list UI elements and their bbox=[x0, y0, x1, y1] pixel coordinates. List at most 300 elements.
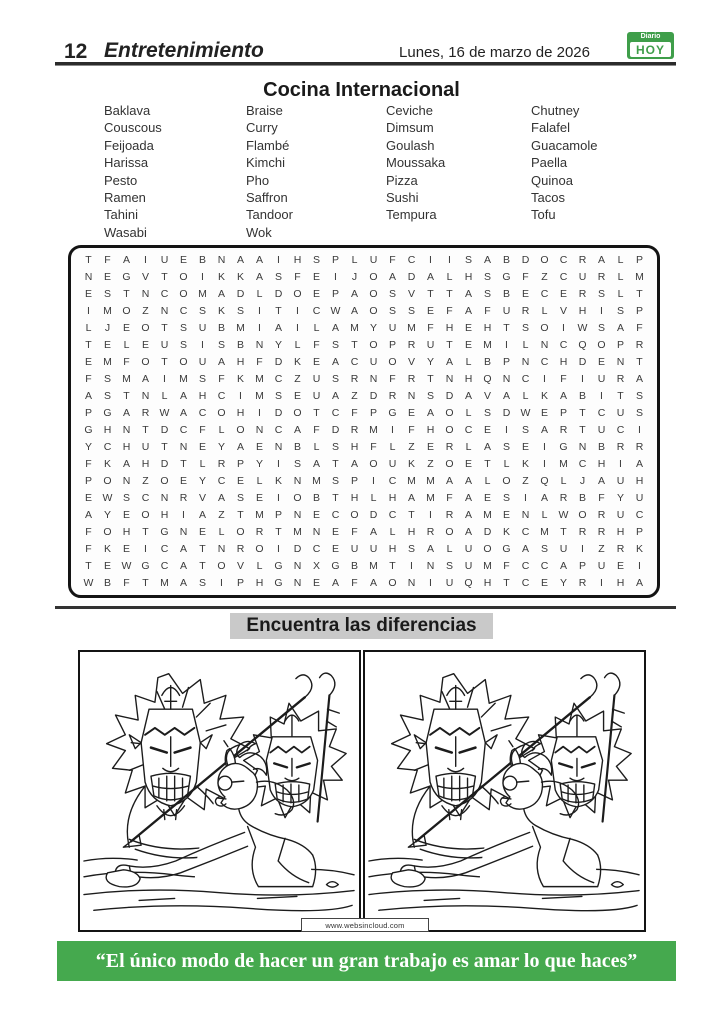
grid-letter: P bbox=[236, 576, 244, 589]
section-divider bbox=[55, 606, 676, 609]
grid-letter: H bbox=[198, 390, 207, 403]
grid-letter: S bbox=[407, 305, 415, 318]
grid-letter: O bbox=[369, 271, 378, 284]
logo-top-text: Diario bbox=[640, 33, 661, 40]
word-item: Wasabi bbox=[104, 224, 147, 240]
grid-letter: A bbox=[179, 390, 187, 403]
word-search-grid bbox=[68, 245, 660, 598]
grid-letter: I bbox=[87, 305, 90, 318]
grid-letter: L bbox=[218, 525, 225, 538]
grid-letter: E bbox=[521, 440, 529, 453]
grid-letter: H bbox=[122, 440, 131, 453]
grid-letter: T bbox=[579, 423, 586, 436]
grid-letter: R bbox=[578, 525, 587, 538]
grid-letter: T bbox=[142, 423, 149, 436]
grid-letter: E bbox=[521, 288, 529, 301]
grid-letter: F bbox=[294, 271, 301, 284]
grid-letter: Z bbox=[351, 390, 358, 403]
grid-letter: G bbox=[122, 271, 131, 284]
grid-letter: T bbox=[484, 457, 491, 470]
grid-letter: L bbox=[351, 254, 358, 267]
grid-letter: M bbox=[255, 390, 264, 403]
grid-letter: U bbox=[597, 559, 606, 572]
grid-letter: A bbox=[84, 508, 92, 521]
grid-letter: T bbox=[636, 356, 643, 369]
grid-letter: M bbox=[160, 576, 169, 589]
grid-letter: R bbox=[578, 254, 587, 267]
grid-letter: E bbox=[179, 254, 187, 267]
grid-letter: O bbox=[236, 423, 245, 436]
grid-letter: C bbox=[179, 423, 188, 436]
word-item: Saffron bbox=[246, 190, 288, 206]
grid-letter: T bbox=[332, 457, 339, 470]
grid-letter: M bbox=[483, 559, 492, 572]
grid-letter: O bbox=[597, 339, 606, 352]
grid-letter: G bbox=[502, 271, 511, 284]
grid-letter: I bbox=[429, 254, 432, 267]
grid-letter: H bbox=[141, 457, 150, 470]
grid-letter: S bbox=[331, 373, 339, 386]
grid-letter: A bbox=[483, 440, 491, 453]
grid-letter: C bbox=[540, 356, 549, 369]
grid-letter: E bbox=[407, 407, 415, 420]
grid-letter: C bbox=[597, 407, 606, 420]
grid-letter: N bbox=[521, 508, 530, 521]
word-search-grid-letters bbox=[79, 252, 649, 591]
grid-letter: C bbox=[559, 339, 568, 352]
word-item: Pesto bbox=[104, 172, 138, 188]
grid-letter: I bbox=[562, 322, 565, 335]
grid-letter: U bbox=[198, 322, 207, 335]
grid-letter: F bbox=[85, 373, 92, 386]
grid-letter: P bbox=[502, 356, 510, 369]
grid-letter: M bbox=[103, 356, 112, 369]
grid-letter: L bbox=[370, 491, 377, 504]
grid-letter: A bbox=[540, 491, 548, 504]
word-item: Ceviche bbox=[386, 103, 433, 118]
grid-letter: A bbox=[597, 474, 605, 487]
grid-letter: U bbox=[312, 390, 321, 403]
grid-letter: C bbox=[540, 288, 549, 301]
grid-letter: E bbox=[464, 457, 472, 470]
grid-letter: A bbox=[255, 254, 263, 267]
diario-hoy-logo bbox=[627, 32, 674, 59]
word-item: Moussaka bbox=[386, 155, 446, 171]
grid-letter: U bbox=[160, 339, 169, 352]
grid-letter: J bbox=[579, 474, 586, 487]
grid-letter: H bbox=[445, 322, 454, 335]
grid-letter: O bbox=[350, 508, 359, 521]
grid-letter: F bbox=[389, 373, 396, 386]
grid-letter: O bbox=[122, 305, 131, 318]
grid-letter: O bbox=[103, 525, 112, 538]
grid-letter: K bbox=[236, 373, 244, 386]
grid-letter: B bbox=[236, 339, 244, 352]
grid-letter: N bbox=[616, 356, 625, 369]
grid-letter: A bbox=[122, 457, 130, 470]
word-item: Flambé bbox=[246, 137, 290, 153]
grid-letter: A bbox=[236, 254, 244, 267]
grid-letter: A bbox=[464, 491, 472, 504]
grid-letter: U bbox=[369, 254, 378, 267]
grid-letter: N bbox=[445, 373, 454, 386]
grid-letter: Z bbox=[408, 440, 415, 453]
grid-letter: L bbox=[484, 474, 491, 487]
grid-letter: H bbox=[350, 440, 359, 453]
grid-letter: A bbox=[388, 271, 396, 284]
grid-letter: F bbox=[408, 423, 415, 436]
grid-letter: O bbox=[179, 356, 188, 369]
scene-illustration-left bbox=[80, 652, 359, 930]
grid-letter: C bbox=[521, 576, 530, 589]
grid-letter: A bbox=[597, 254, 605, 267]
grid-letter: H bbox=[616, 525, 625, 538]
grid-letter: O bbox=[160, 474, 169, 487]
grid-letter: U bbox=[616, 508, 625, 521]
grid-letter: E bbox=[122, 508, 130, 521]
grid-letter: E bbox=[103, 559, 111, 572]
grid-letter: R bbox=[236, 542, 245, 555]
grid-letter: R bbox=[559, 491, 568, 504]
grid-letter: S bbox=[331, 440, 339, 453]
grid-letter: V bbox=[407, 356, 415, 369]
grid-letter: U bbox=[616, 407, 625, 420]
word-item: Tempura bbox=[386, 207, 437, 223]
word-item: Braise bbox=[246, 103, 283, 118]
grid-letter: M bbox=[483, 339, 492, 352]
grid-letter: S bbox=[312, 254, 320, 267]
grid-letter: F bbox=[313, 423, 320, 436]
grid-letter: T bbox=[275, 305, 282, 318]
grid-letter: D bbox=[578, 356, 587, 369]
grid-letter: C bbox=[160, 559, 169, 572]
grid-letter: F bbox=[598, 491, 605, 504]
scene-illustration-right bbox=[365, 652, 644, 930]
word-item: Tofu bbox=[531, 207, 556, 223]
grid-letter: E bbox=[84, 288, 92, 301]
grid-letter: U bbox=[369, 542, 378, 555]
grid-letter: R bbox=[426, 525, 435, 538]
grid-letter: K bbox=[274, 474, 282, 487]
grid-letter: D bbox=[160, 423, 169, 436]
grid-letter: L bbox=[617, 254, 624, 267]
grid-letter: N bbox=[274, 440, 283, 453]
grid-letter: A bbox=[331, 322, 339, 335]
grid-letter: P bbox=[331, 254, 339, 267]
grid-letter: P bbox=[559, 407, 567, 420]
grid-letter: T bbox=[617, 390, 624, 403]
grid-letter: U bbox=[369, 356, 378, 369]
grid-letter: R bbox=[407, 373, 416, 386]
grid-letter: H bbox=[103, 423, 112, 436]
grid-letter: W bbox=[121, 559, 132, 572]
grid-letter: F bbox=[218, 373, 225, 386]
grid-letter: F bbox=[389, 254, 396, 267]
grid-letter: M bbox=[483, 508, 492, 521]
grid-letter: L bbox=[465, 407, 472, 420]
grid-letter: R bbox=[141, 407, 150, 420]
logo-main-text: HOY bbox=[630, 42, 671, 57]
grid-letter: I bbox=[258, 407, 261, 420]
grid-letter: B bbox=[293, 440, 301, 453]
grid-letter: K bbox=[103, 542, 111, 555]
grid-letter: E bbox=[312, 271, 320, 284]
grid-letter: E bbox=[198, 525, 206, 538]
grid-letter: R bbox=[578, 288, 587, 301]
grid-letter: B bbox=[578, 390, 586, 403]
grid-letter: A bbox=[350, 305, 358, 318]
grid-letter: L bbox=[617, 271, 624, 284]
grid-letter: E bbox=[312, 356, 320, 369]
grid-letter: I bbox=[277, 542, 280, 555]
grid-letter: H bbox=[483, 322, 492, 335]
grid-letter: K bbox=[217, 305, 225, 318]
grid-letter: R bbox=[578, 576, 587, 589]
grid-letter: S bbox=[597, 322, 605, 335]
grid-letter: R bbox=[350, 373, 359, 386]
grid-letter: K bbox=[635, 542, 643, 555]
grid-letter: M bbox=[407, 322, 416, 335]
date-text: Lunes, 16 de marzo de 2026 bbox=[399, 44, 590, 61]
grid-letter: E bbox=[559, 288, 567, 301]
grid-letter: S bbox=[635, 390, 643, 403]
grid-letter: H bbox=[236, 407, 245, 420]
grid-letter: I bbox=[277, 491, 280, 504]
grid-letter: G bbox=[502, 542, 511, 555]
grid-letter: O bbox=[179, 271, 188, 284]
grid-letter: K bbox=[407, 457, 415, 470]
word-item: Couscous bbox=[104, 120, 162, 136]
grid-letter: S bbox=[198, 576, 206, 589]
grid-letter: I bbox=[638, 423, 641, 436]
grid-letter: E bbox=[483, 423, 491, 436]
grid-letter: W bbox=[330, 305, 341, 318]
word-item: Paella bbox=[531, 155, 568, 171]
grid-letter: F bbox=[199, 423, 206, 436]
grid-letter: E bbox=[141, 339, 149, 352]
grid-letter: I bbox=[258, 305, 261, 318]
grid-letter: F bbox=[351, 576, 358, 589]
grid-letter: S bbox=[521, 322, 529, 335]
grid-letter: P bbox=[274, 508, 282, 521]
grid-letter: S bbox=[426, 390, 434, 403]
section-title: Entretenimiento bbox=[104, 39, 264, 62]
grid-letter: Y bbox=[255, 457, 263, 470]
grid-letter: A bbox=[369, 576, 377, 589]
grid-letter: O bbox=[293, 407, 302, 420]
grid-letter: N bbox=[293, 559, 302, 572]
grid-letter: C bbox=[198, 407, 207, 420]
grid-letter: A bbox=[274, 322, 282, 335]
word-item: Dimsum bbox=[386, 120, 434, 136]
grid-letter: N bbox=[407, 390, 416, 403]
grid-letter: U bbox=[464, 559, 473, 572]
grid-letter: R bbox=[559, 423, 568, 436]
grid-letter: F bbox=[446, 305, 453, 318]
grid-letter: A bbox=[122, 407, 130, 420]
grid-letter: M bbox=[426, 474, 435, 487]
grid-letter: S bbox=[103, 288, 111, 301]
grid-letter: E bbox=[312, 508, 320, 521]
grid-letter: J bbox=[104, 322, 111, 335]
grid-letter: I bbox=[277, 254, 280, 267]
grid-letter: T bbox=[142, 525, 149, 538]
grid-letter: T bbox=[161, 440, 168, 453]
grid-letter: T bbox=[275, 525, 282, 538]
grid-letter: R bbox=[521, 305, 530, 318]
grid-letter: L bbox=[560, 474, 567, 487]
grid-letter: Q bbox=[483, 373, 492, 386]
grid-letter: I bbox=[600, 576, 603, 589]
grid-letter: G bbox=[160, 525, 169, 538]
grid-letter: H bbox=[407, 525, 416, 538]
grid-letter: U bbox=[616, 474, 625, 487]
grid-letter: I bbox=[296, 322, 299, 335]
differences-image-right bbox=[363, 650, 646, 932]
grid-letter: U bbox=[597, 423, 606, 436]
grid-letter: Q bbox=[464, 576, 473, 589]
grid-letter: S bbox=[122, 491, 130, 504]
grid-letter: N bbox=[293, 576, 302, 589]
grid-letter: C bbox=[388, 508, 397, 521]
grid-letter: G bbox=[84, 423, 93, 436]
grid-letter: C bbox=[103, 440, 112, 453]
grid-letter: Y bbox=[103, 508, 111, 521]
grid-letter: T bbox=[199, 559, 206, 572]
grid-letter: E bbox=[540, 576, 548, 589]
page-number: 12 bbox=[64, 40, 88, 63]
grid-letter: F bbox=[123, 576, 130, 589]
grid-letter: A bbox=[521, 542, 529, 555]
grid-letter: A bbox=[84, 390, 92, 403]
grid-letter: O bbox=[540, 322, 549, 335]
grid-letter: P bbox=[635, 254, 643, 267]
grid-letter: S bbox=[274, 271, 282, 284]
grid-letter: T bbox=[313, 407, 320, 420]
grid-letter: M bbox=[407, 474, 416, 487]
header-divider bbox=[55, 62, 676, 66]
grid-letter: A bbox=[350, 288, 358, 301]
grid-letter: U bbox=[141, 440, 150, 453]
grid-letter: N bbox=[521, 356, 530, 369]
grid-letter: I bbox=[239, 390, 242, 403]
grid-letter: O bbox=[141, 322, 150, 335]
grid-letter: A bbox=[502, 390, 510, 403]
grid-letter: T bbox=[446, 339, 453, 352]
grid-letter: A bbox=[217, 356, 225, 369]
grid-letter: F bbox=[85, 525, 92, 538]
grid-letter: S bbox=[293, 457, 301, 470]
grid-letter: H bbox=[559, 356, 568, 369]
grid-letter: H bbox=[388, 542, 397, 555]
word-item: Tahini bbox=[104, 207, 138, 223]
grid-letter: A bbox=[559, 390, 567, 403]
grid-letter: T bbox=[427, 373, 434, 386]
grid-letter: O bbox=[369, 305, 378, 318]
grid-letter: B bbox=[483, 356, 491, 369]
differences-image-left bbox=[78, 650, 361, 932]
grid-letter: G bbox=[274, 559, 283, 572]
quote-text: “El único modo de hacer un gran trabajo es amar lo que haces” bbox=[95, 949, 638, 972]
grid-letter: Z bbox=[427, 457, 434, 470]
grid-letter: S bbox=[540, 542, 548, 555]
grid-letter: I bbox=[182, 508, 185, 521]
grid-letter: C bbox=[274, 373, 283, 386]
grid-letter: E bbox=[597, 356, 605, 369]
grid-letter: S bbox=[388, 288, 396, 301]
grid-letter: D bbox=[445, 390, 454, 403]
grid-letter: I bbox=[619, 457, 622, 470]
grid-letter: C bbox=[141, 491, 150, 504]
grid-letter: T bbox=[161, 356, 168, 369]
grid-letter: W bbox=[83, 576, 94, 589]
grid-letter: T bbox=[351, 339, 358, 352]
grid-letter: Y bbox=[217, 440, 225, 453]
grid-letter: A bbox=[179, 542, 187, 555]
grid-letter: F bbox=[427, 322, 434, 335]
grid-letter: T bbox=[389, 559, 396, 572]
grid-letter: D bbox=[160, 457, 169, 470]
word-item: Kimchi bbox=[246, 155, 286, 171]
grid-letter: D bbox=[369, 508, 378, 521]
grid-letter: O bbox=[369, 288, 378, 301]
word-item: Chutney bbox=[531, 103, 580, 118]
word-column bbox=[531, 102, 624, 241]
grid-letter: A bbox=[179, 559, 187, 572]
grid-letter: E bbox=[464, 339, 472, 352]
grid-letter: Y bbox=[616, 491, 624, 504]
grid-letter: D bbox=[274, 356, 283, 369]
grid-letter: A bbox=[217, 288, 225, 301]
grid-letter: T bbox=[85, 254, 92, 267]
grid-letter: P bbox=[635, 525, 643, 538]
grid-letter: N bbox=[255, 423, 264, 436]
grid-letter: C bbox=[312, 305, 321, 318]
word-list bbox=[104, 102, 624, 241]
grid-letter: B bbox=[502, 288, 510, 301]
grid-letter: Z bbox=[142, 305, 149, 318]
grid-letter: Q bbox=[578, 339, 587, 352]
grid-letter: A bbox=[426, 542, 434, 555]
grid-letter: F bbox=[85, 542, 92, 555]
grid-letter: R bbox=[635, 339, 644, 352]
grid-letter: I bbox=[600, 305, 603, 318]
grid-letter: C bbox=[160, 542, 169, 555]
grid-letter: T bbox=[446, 288, 453, 301]
grid-letter: K bbox=[103, 457, 111, 470]
grid-letter: W bbox=[558, 508, 569, 521]
grid-letter: C bbox=[179, 305, 188, 318]
grid-letter: T bbox=[636, 288, 643, 301]
grid-letter: L bbox=[256, 559, 263, 572]
grid-letter: T bbox=[142, 576, 149, 589]
grid-letter: I bbox=[296, 305, 299, 318]
grid-letter: S bbox=[198, 373, 206, 386]
word-item: Tandoor bbox=[246, 207, 293, 223]
grid-letter: I bbox=[505, 339, 508, 352]
grid-letter: M bbox=[198, 288, 207, 301]
grid-letter: E bbox=[616, 559, 624, 572]
grid-letter: H bbox=[464, 271, 473, 284]
quote-banner bbox=[57, 941, 676, 981]
grid-letter: K bbox=[236, 271, 244, 284]
grid-letter: M bbox=[312, 474, 321, 487]
grid-letter: I bbox=[220, 576, 223, 589]
grid-letter: T bbox=[579, 407, 586, 420]
grid-letter: O bbox=[369, 339, 378, 352]
grid-letter: O bbox=[445, 525, 454, 538]
grid-letter: L bbox=[465, 356, 472, 369]
